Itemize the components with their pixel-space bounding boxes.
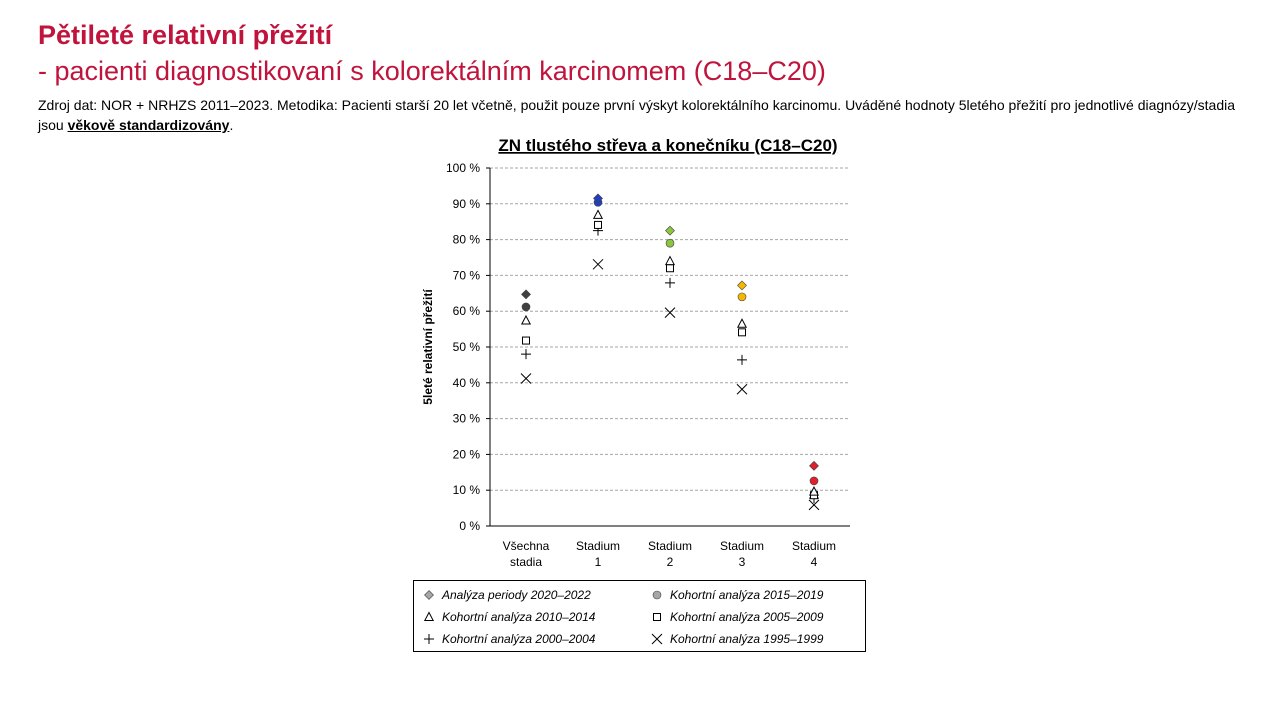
legend-marker [422,610,436,624]
y-tick-label: 70 % [452,268,480,283]
legend-marker [422,632,436,646]
y-tick-label: 80 % [452,232,480,247]
page-title: Pětileté relativní přežití [38,20,333,50]
legend-item [422,629,595,649]
legend-item [650,607,823,627]
legend-label: Kohortní analýza 2000–2004 [442,632,596,646]
x-tick-label: Stadium 3 [719,539,765,569]
data-point [593,259,603,269]
source-emphasis: věkově standardizovány [67,117,230,133]
data-point [738,293,746,301]
legend-item [422,607,595,627]
data-point [522,303,530,311]
data-point [810,487,818,495]
y-tick-label: 20 % [452,447,480,462]
legend-marker-shape [653,591,661,599]
legend-marker-shape [425,613,433,621]
x-tick-label: Stadium 2 [647,539,693,569]
data-point [523,337,530,344]
y-tick-label: 90 % [452,196,480,211]
legend [413,580,866,652]
legend-marker-shape [425,591,434,600]
data-point [521,374,531,384]
y-tick-label: 0 % [459,519,480,533]
y-tick-label: 40 % [452,375,480,390]
legend-label: Kohortní analýza 1995–1999 [670,632,824,646]
data-point [810,477,818,485]
x-tick-label: Stadium 1 [575,539,621,569]
legend-marker [422,588,436,602]
data-point [737,384,747,394]
x-tick-label: Stadium 4 [791,539,837,569]
y-axis-label: 5leté relativní přežití [421,289,435,405]
source-text: Zdroj dat: NOR + NRHZS 2011–2023. Metodika: Pacienti starší 20 let včetně, použit pouze první výskyt kolorektálního karcinomu. Uváděné hodnoty 5letého přežití pro jednotlivé diagnózy/stadia jsou [38,97,1235,133]
legend-marker-shape [424,634,434,644]
data-point [594,210,602,218]
data-point [522,316,530,324]
legend-label: Kohortní analýza 2015–2019 [670,588,824,602]
x-tick-label: Všechna stadia [502,539,550,569]
page-subtitle: - pacienti diagnostikovaní s kolorektálním karcinomem (C18–C20) [38,56,826,86]
data-point [739,329,746,336]
legend-marker [650,610,664,624]
legend-marker [650,632,664,646]
y-tick-label: 10 % [452,483,480,498]
legend-label: Kohortní analýza 2010–2014 [442,610,596,624]
data-point [595,221,602,228]
legend-marker-shape [654,614,661,621]
legend-item [650,585,823,605]
data-point [666,257,674,265]
chart-title: ZN tlustého střeva a konečníku (C18–C20) [498,136,838,155]
data-point [810,461,819,470]
y-tick-label: 30 % [452,411,480,426]
y-tick-label: 100 % [445,161,480,175]
data-point [738,319,746,327]
data-point [738,281,747,290]
y-tick-label: 60 % [452,304,480,319]
legend-marker-shape [652,634,662,644]
data-point [666,239,674,247]
data-point [665,278,675,288]
legend-item [422,585,591,605]
source-end: . [229,117,234,133]
data-point [737,355,747,365]
data-point [521,349,531,359]
legend-label: Analýza periody 2020–2022 [442,588,591,602]
data-point [522,290,531,299]
y-tick-label: 50 % [452,340,480,354]
data-point [665,308,675,318]
legend-label: Kohortní analýza 2005–2009 [670,610,824,624]
data-point [666,226,675,235]
legend-marker [650,588,664,602]
legend-item [650,629,823,649]
data-point [667,265,674,272]
